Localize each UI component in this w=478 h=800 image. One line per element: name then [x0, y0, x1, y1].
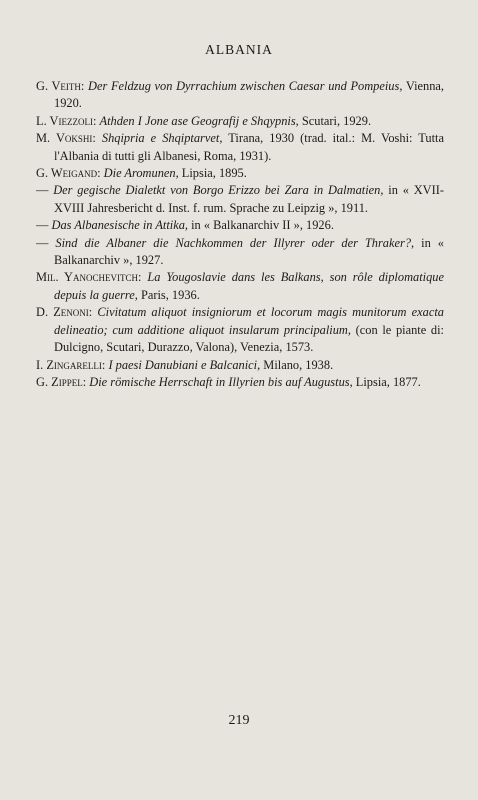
entry-title: Die Aromunen, [103, 166, 179, 181]
bibliography-entry [36, 182, 444, 217]
entry-title: Civitatum aliquot insigniorum et locorum magis munitorum exacta delineatio; cum additione aliquot insularum principalium, [54, 305, 444, 337]
entry-details: Tirana, 1930 (trad. ital.: M. Voshi: Tutta l'Albania di tutti gli Albanesi, Roma, 1931). [54, 131, 444, 163]
entry-details: in « Balkanarchiv II », 1926. [188, 218, 334, 233]
bibliography-entry [36, 304, 444, 356]
entry-title: Sind die Albaner die Nachkommen der Illyrer oder der Thraker?, [55, 235, 415, 250]
bibliography-entry [36, 357, 444, 374]
entry-author: I. Zingarelli: [36, 357, 106, 372]
entry-title: Shqipria e Shqiptarvet, [101, 131, 223, 146]
entry-ditto-dash: — [36, 183, 49, 198]
bibliography-entry [36, 269, 444, 304]
running-header: ALBANIA [205, 42, 273, 57]
entry-title: Der gegische Dialetkt von Borgo Erizzo bei Zara in Dalmatien, [53, 183, 384, 198]
entry-details: (con le piante di: Dulcigno, Scutari, Durazzo, Valona), Venezia, 1573. [54, 322, 444, 355]
bibliography-entry [36, 165, 444, 182]
bibliography-entry [36, 374, 444, 391]
bibliography-entry [36, 217, 444, 234]
entry-ditto-dash: — [36, 218, 49, 233]
entry-details: in « Balkanarchiv », 1927. [54, 235, 444, 268]
entry-details: Scutari, 1929. [298, 113, 372, 128]
bibliography-entry [36, 113, 444, 130]
entry-title: La Yougoslavie dans les Balkans, son rôle diplomatique depuis la guerre, [54, 270, 444, 302]
bibliography-list [36, 78, 444, 391]
entry-title: Das Albanesische in Attika, [51, 218, 189, 233]
entry-details: in « XVII-XVIII Jahresbericht d. Inst. f. rum. Sprache zu Leipzig », 1911. [54, 183, 445, 215]
bibliography-entry [36, 235, 444, 270]
entry-author: D. Zenoni: [36, 305, 93, 320]
entry-author: G. Veith: [36, 79, 85, 93]
entry-author: L. Viezzoli: [36, 113, 97, 128]
entry-title: I paesi Danubiani e Balcanici, [108, 357, 261, 372]
entry-ditto-dash: — [36, 235, 49, 250]
entry-details: Paris, 1936. [137, 287, 200, 302]
entry-author: Mil. Yanochevitch: [36, 270, 142, 285]
entry-author: G. Zippel: [36, 374, 87, 389]
entry-details: Lipsia, 1877. [352, 374, 421, 389]
entry-title: Athden I Jone ase Geografij e Shqypnis, [99, 113, 299, 128]
entry-author: M. Vokshi: [36, 131, 96, 146]
page-number: 219 [228, 713, 250, 728]
bibliography-entry [36, 78, 444, 113]
entry-title: Die römische Herrschaft in Illyrien bis auf Augustus, [89, 374, 353, 389]
entry-details: Vienna, 1920. [54, 79, 444, 111]
bibliography-entry [36, 130, 444, 165]
entry-details: Milano, 1938. [260, 357, 334, 372]
entry-title: Der Feldzug von Dyrrachium zwischen Caesar und Pompeius, [88, 79, 403, 93]
entry-author: G. Weigand: [36, 166, 101, 181]
entry-details: Lipsia, 1895. [178, 166, 247, 181]
